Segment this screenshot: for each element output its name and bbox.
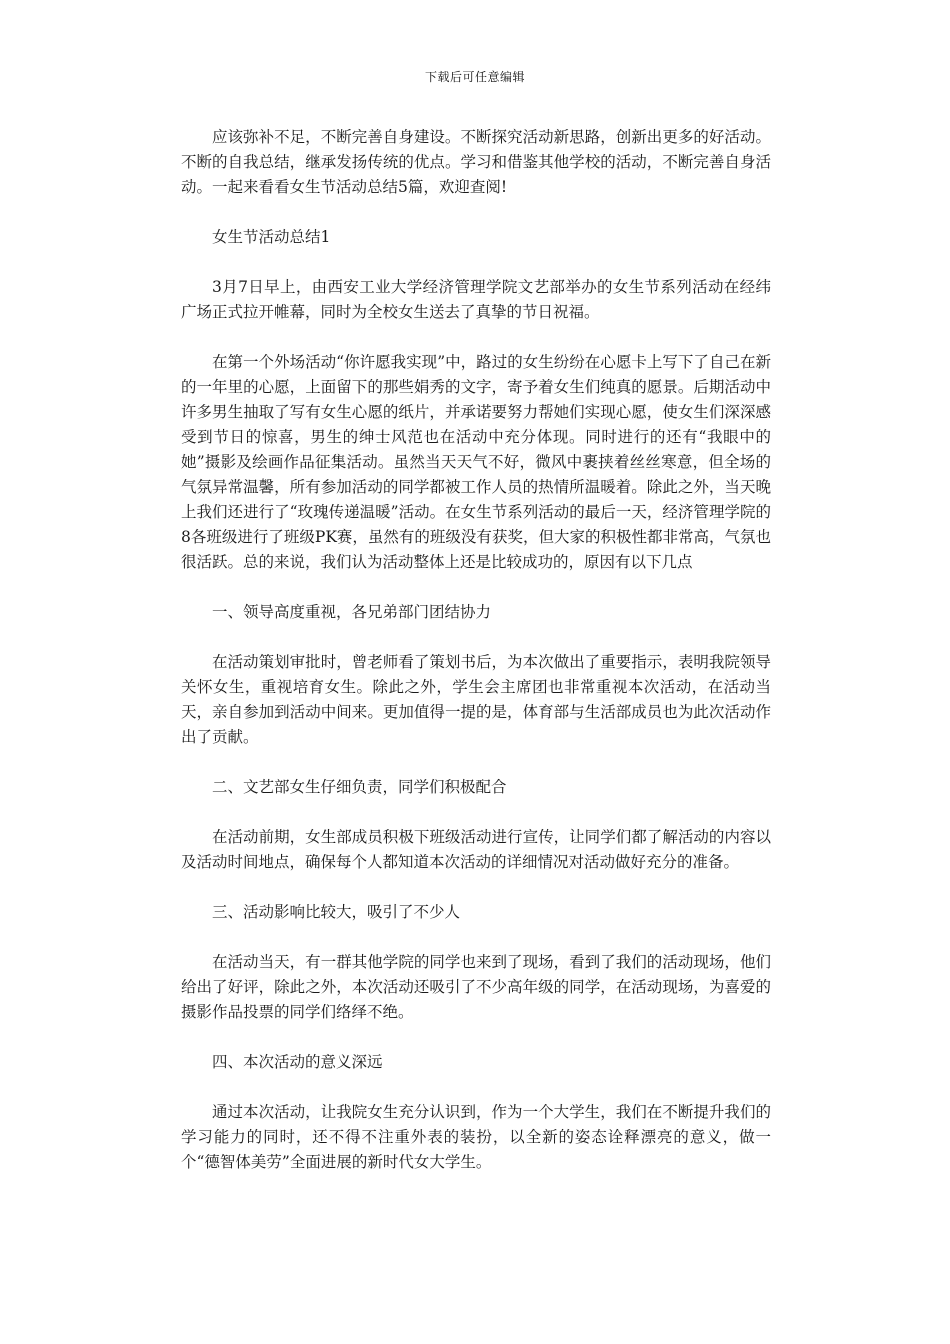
section-title: 女生节活动总结1 [212, 228, 331, 246]
subheading: 四、本次活动的意义深远 [212, 1053, 383, 1071]
body-paragraph: 在第一个外场活动“你许愿我实现”中，路过的女生纷纷在心愿卡上写下了自己在新的一年里的心愿，上面留下的那些娟秀的文字，寄予着女生们纯真的愿景。后期活动中许多男生抽取了写有女生心愿的纸片，并承诺要努力帮她们实现心愿，使女生们深深感受到节日的惊喜，男生的绅士风范也在活动中充分体现。同时进行的还有“我眼中的她”摄影及绘画作品征集活动。虽然当天天气不好，微风中裹挟着丝丝寒意，但全场的气氛异常温馨，所有参加活动的同学都被工作人员的热情所温暖着。除此之外，当天晚上我们还进行了“玫瑰传递温暖”活动。在女生节系列活动的最后一天，经济管理学院的8各班级进行了班级PK赛，虽然有的班级没有获奖，但大家的积极性都非常高，气氛也很活跃。总的来说，我们认为活动整体上还是比较成功的，原因有以下几点 [181, 353, 771, 571]
subheading: 二、文艺部女生仔细负责，同学们积极配合 [212, 778, 507, 796]
page-header: 下载后可任意编辑 [424, 70, 525, 84]
body-paragraph: 在活动前期，女生部成员积极下班级活动进行宣传，让同学们都了解活动的内容以及活动时间地点，确保每个人都知道本次活动的详细情况对活动做好充分的准备。 [181, 828, 771, 871]
document-body [181, 125, 771, 1175]
body-paragraph: 在活动策划审批时，曾老师看了策划书后，为本次做出了重要指示，表明我院领导关怀女生，重视培育女生。除此之外，学生会主席团也非常重视本次活动，在活动当天，亲自参加到活动中间来。更加值得一提的是，体育部与生活部成员也为此次活动作出了贡献。 [181, 653, 771, 746]
body-paragraph: 通过本次活动，让我院女生充分认识到，作为一个大学生，我们在不断提升我们的学习能力的同时，还不得不注重外表的装扮，以全新的姿态诠释漂亮的意义，做一个“德智体美劳”全面进展的新时代女大学生。 [181, 1103, 771, 1171]
subheading: 一、领导高度重视，各兄弟部门团结协力 [212, 603, 492, 621]
body-paragraph: 3月7日早上，由西安工业大学经济管理学院文艺部举办的女生节系列活动在经纬广场正式拉开帷幕，同时为全校女生送去了真挚的节日祝福。 [181, 278, 771, 321]
subheading: 三、活动影响比较大，吸引了不少人 [212, 903, 461, 921]
intro-paragraph: 应该弥补不足，不断完善自身建设。不断探究活动新思路，创新出更多的好活动。不断的自我总结，继承发扬传统的优点。学习和借鉴其他学校的活动，不断完善自身活动。一起来看看女生节活动总结5篇，欢迎查阅! [181, 128, 771, 196]
body-paragraph: 在活动当天，有一群其他学院的同学也来到了现场，看到了我们的活动现场，他们给出了好评，除此之外，本次活动还吸引了不少高年级的同学，在活动现场，为喜爱的摄影作品投票的同学们络绎不绝。 [181, 953, 771, 1021]
